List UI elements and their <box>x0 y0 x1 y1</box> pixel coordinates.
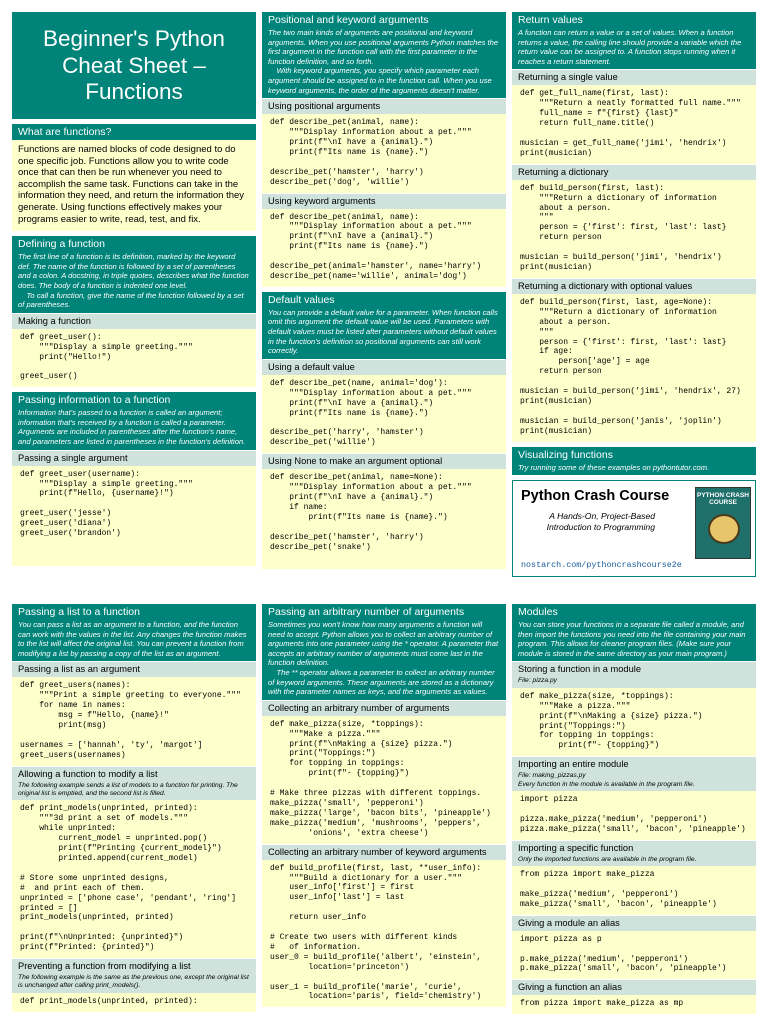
passing-desc: Information that's passed to a function is called an argument; information that's received by a function is called a parameter. Arguments are included in parentheses after the function's name, and parameters are listed in parentheses in the function's definition. <box>12 408 256 449</box>
return-sub3: Returning a dictionary with optional values <box>512 278 756 294</box>
return-code3: def build_person(first, last, age=None): """Return a dictionary of information about a person. """ person = {'first': first, 'last': last} if age: person['age'] = age return person musician = build_person('jimi', 'hendrix', 27) print(musician) musician = build_person('janis', 'joplin') print(musician) <box>512 294 756 442</box>
arbitrary-desc: Sometimes you won't know how many arguments a function will need to accept. Python allows you to collect an arbitrary number of arguments into one parameter using the * operator. A parameter that accepts an arbitrary number of arguments must come last in the function definition. The ** operator allows a parameter to collect an arbitrary number of keyword arguments. These arguments are stored as a dictionary with the parameter names as keys, and the arguments as values. <box>262 620 506 700</box>
arbitrary-sub2: Collecting an arbitrary number of keyword arguments <box>262 844 506 860</box>
arbitrary-code1: def make_pizza(size, *toppings): """Make a pizza.""" print(f"\nMaking a {size} pizza.") print("Toppings:") for topping in toppings: print(f"- {topping}") # Make three pizzas with different toppings. make_pizza('small', 'pepperoni') make_pizza('large', 'bacon bits', 'pineapple') make_pizza('medium', 'mushrooms', 'peppers', 'onions', 'extra cheese') <box>262 716 506 844</box>
define-desc: The first line of a function is its definition, marked by the keyword def. The name of the function is followed by a set of parentheses and a colon. A docstring, in triple quotes, describes what the function does. The body of a function is indented one level. To call a function, give the name of the function followed by a set of parentheses. <box>12 252 256 313</box>
passing-header: Passing information to a function <box>12 392 256 408</box>
return-desc: A function can return a value or a set of values. When a function returns a value, the calling line should provide a variable which the return value can be assigned to. A function stops running when it reaches a return statement. <box>512 28 756 69</box>
modules-sub5: Giving a function an alias <box>512 979 756 995</box>
p2-col-left <box>12 604 256 1024</box>
modules-sub2: Importing an entire module <box>512 756 756 772</box>
modules-code4: import pizza as p p.make_pizza('medium', 'pepperoni') p.make_pizza('small', 'bacon', 'pineapple') <box>512 931 756 980</box>
defaults-code1: def describe_pet(name, animal='dog'): """Display information about a pet.""" print(f"\nI have a {animal}.") print(f"Its name is {name}.") describe_pet('harry', 'hamster') describe_pet('willie') <box>262 375 506 453</box>
p1-col-left <box>12 12 256 578</box>
defaults-header: Default values <box>262 292 506 308</box>
defaults-code2: def describe_pet(animal, name=None): """Display information about a pet.""" print(f"\nI have a {animal}.") if name: print(f"Its name is {name}.") describe_pet('hamster', 'harry') describe_pet('snake') <box>262 469 506 569</box>
return-header: Return values <box>512 12 756 28</box>
return-sub2: Returning a dictionary <box>512 164 756 180</box>
lists-code1: def greet_users(names): """Print a simple greeting to everyone.""" for name in names: msg = f"Hello, {name}!" print(msg) usernames = ['hannah', 'ty', 'margot'] greet_users(usernames) <box>12 677 256 765</box>
p1-col-right <box>512 12 756 578</box>
passing-sub1: Passing a single argument <box>12 450 256 466</box>
viz-header: Visualizing functions <box>512 447 756 463</box>
p2-col-mid <box>262 604 506 1024</box>
arbitrary-code2: def build_profile(first, last, **user_info): """Build a dictionary for a user.""" user_info['first'] = first user_info['last'] = last return user_info # Create two users with different kinds # of information. user_0 = build_profile('albert', 'einstein', location='princeton') user_1 = build_profile('marie', 'curie', location='paris', field='chemistry') <box>262 860 506 1008</box>
modules-code1: def make_pizza(size, *toppings): """Make a pizza.""" print(f"\nMaking a {size} pizza.") print("Toppings:") for topping in toppings: print(f"- {topping}") <box>512 688 756 756</box>
poskw-code1: def describe_pet(animal, name): """Display information about a pet.""" print(f"\nI have a {animal}.") print(f"Its name is {name}.") describe_pet('hamster', 'harry') describe_pet('dog', 'willie') <box>262 114 506 192</box>
poskw-header: Positional and keyword arguments <box>262 12 506 28</box>
what-text: Functions are named blocks of code designed to do one specific job. Functions allow you to write code once that can then be run whenever you need to accomplish the same task. Functions can take in the information they need, and return the information they generate. Using functions effectively makes your programs easier to write, read, test, and fix. <box>12 140 256 231</box>
what-header: What are functions? <box>12 124 256 140</box>
passing-code1: def greet_user(username): """Display a simple greeting.""" print(f"Hello, {username}!") greet_user('jesse') greet_user('diana') greet_user('brandon') <box>12 466 256 566</box>
book-url-link[interactable]: nostarch.com/pythoncrashcourse2e <box>521 560 682 571</box>
return-sub1: Returning a single value <box>512 69 756 85</box>
modules-note3: Only the imported functions are available in the program file. <box>512 856 756 866</box>
modules-code3: from pizza import make_pizza make_pizza('medium', 'pepperoni') make_pizza('small', 'bacon', 'pineapple') <box>512 866 756 915</box>
lists-sub2: Allowing a function to modify a list <box>12 766 256 782</box>
page-title: Beginner's Python Cheat Sheet – Functions <box>12 12 256 119</box>
modules-code2: import pizza pizza.make_pizza('medium', 'pepperoni') pizza.make_pizza('small', 'bacon', 'pineapple') <box>512 791 756 840</box>
lists-code2: def print_models(unprinted, printed): """3d print a set of models.""" while unprinted: current_model = unprinted.pop() print(f"Printing {current_model}") printed.append(current_model) # Store some unprinted designs, # and print each of them. unprinted = ['phone case', 'pendant', 'ring'] printed = [] print_models(unprinted, printed) print(f"\nUnprinted: {unprinted}") print(f"Printed: {printed}") <box>12 800 256 958</box>
modules-sub4: Giving a module an alias <box>512 915 756 931</box>
modules-sub3: Importing a specific function <box>512 840 756 856</box>
modules-note2: File: making_pizzas.py Every function in the module is available in the program file. <box>512 772 756 791</box>
robot-icon <box>708 514 740 544</box>
define-header: Defining a function <box>12 236 256 252</box>
book-ad <box>512 480 756 577</box>
arbitrary-header: Passing an arbitrary number of arguments <box>262 604 506 620</box>
p2-col-right <box>512 604 756 1024</box>
return-code2: def build_person(first, last): """Return a dictionary of information about a person. """ person = {'first': first, 'last': last} return person musician = build_person('jimi', 'hendrix') print(musician) <box>512 180 756 278</box>
book-cover-title: PYTHON CRASH COURSE <box>696 492 749 507</box>
defaults-sub2: Using None to make an argument optional <box>262 453 506 469</box>
modules-sub1: Storing a function in a module <box>512 661 756 677</box>
lists-note3: The following example is the same as the previous one, except the original list is unchanged after calling print_models(). <box>12 974 256 993</box>
book-subtitle: A Hands-On, Project-Based Introduction to Programming <box>546 511 655 533</box>
defaults-sub1: Using a default value <box>262 359 506 375</box>
defaults-desc: You can provide a default value for a parameter. When function calls omit this argument the default value will be used. Parameters with default values must be listed after parameters without default values in the function's definition so positional arguments can still work correctly. <box>262 308 506 359</box>
lists-note2: The following example sends a list of models to a function for printing. The original list is emptied, and the second list is filled. <box>12 782 256 801</box>
lists-desc: You can pass a list as an argument to a function, and the function can work with the values in the list. Any changes the function makes to the list will affect the original list. You can prevent a function from modifying a list by passing a copy of the list as an argument. <box>12 620 256 661</box>
viz-desc: Try running some of these examples on pythontutor.com. <box>512 463 756 476</box>
arbitrary-sub1: Collecting an arbitrary number of arguments <box>262 700 506 716</box>
modules-note1: File: pizza.py <box>512 677 756 687</box>
p1-col-mid <box>262 12 506 578</box>
book-title: Python Crash Course <box>521 488 670 505</box>
poskw-desc: The two main kinds of arguments are positional and keyword arguments. When you use positional arguments Python matches the first argument in the function call with the first parameter in the function definition, and so forth. With keyword arguments, you specify which parameter each argument should be assigned to in the function call. When you use keyword arguments, the order of the arguments doesn't matter. <box>262 28 506 98</box>
poskw-sub1: Using positional arguments <box>262 98 506 114</box>
lists-header: Passing a list to a function <box>12 604 256 620</box>
lists-sub3: Preventing a function from modifying a list <box>12 958 256 974</box>
return-code1: def get_full_name(first, last): """Return a neatly formatted full name.""" full_name = f"{first} {last}" return full_name.title() musician = get_full_name('jimi', 'hendrix') print(musician) <box>512 85 756 163</box>
define-sub1: Making a function <box>12 313 256 329</box>
book-cover-image <box>695 487 751 559</box>
poskw-code2: def describe_pet(animal, name): """Display information about a pet.""" print(f"\nI have a {animal}.") print(f"Its name is {name}.") describe_pet(animal='hamster', name='harry') describe_pet(name='willie', animal='dog') <box>262 209 506 287</box>
modules-code5: from pizza import make_pizza as mp <box>512 995 756 1014</box>
modules-desc: You can store your functions in a separate file called a module, and then import the functions you need into the file containing your main program. This allows for cleaner program files. (Make sure your module is stored in the same directory as your main program.) <box>512 620 756 661</box>
lists-sub1: Passing a list as an argument <box>12 661 256 677</box>
poskw-sub2: Using keyword arguments <box>262 193 506 209</box>
define-code1: def greet_user(): """Display a simple greeting.""" print("Hello!") greet_user() <box>12 329 256 388</box>
lists-code3: def print_models(unprinted, printed): <box>12 993 256 1012</box>
modules-header: Modules <box>512 604 756 620</box>
